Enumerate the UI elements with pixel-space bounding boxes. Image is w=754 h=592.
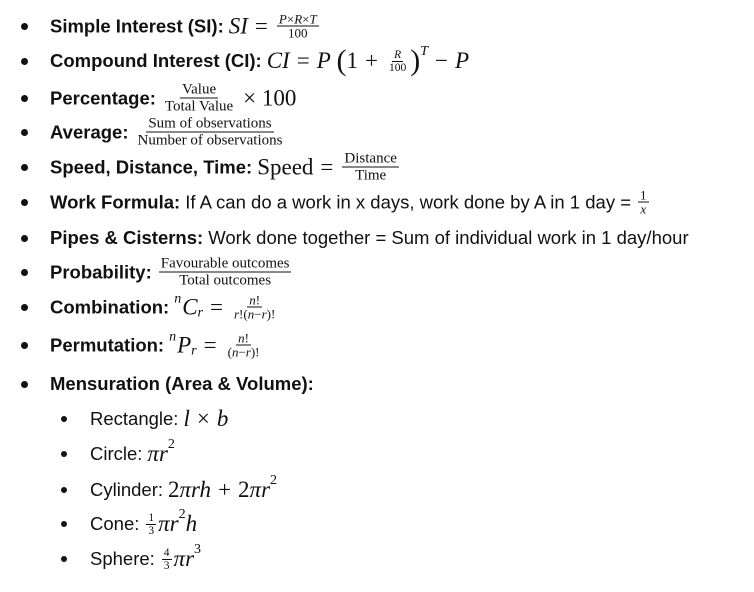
bullet-icon xyxy=(21,58,28,65)
bullet-icon xyxy=(61,487,67,493)
bullet-icon xyxy=(21,381,28,388)
item-label: Cylinder: xyxy=(90,479,163,500)
list-item xyxy=(0,406,754,431)
math-fraction: $\frac{\text{Value}}{\text{Total Value}}$ xyxy=(164,81,234,115)
list-item xyxy=(0,228,754,248)
item-label: Probability: xyxy=(50,261,152,282)
math-formula: n C r = $\frac{n!}{r!(n-r)!}$ xyxy=(174,291,276,322)
math-fraction: $\frac{\text{Sum of observations}}{\text{Number of observations}}$ xyxy=(137,115,283,149)
bullet-icon xyxy=(21,269,28,276)
item-label: Pipes & Cisterns: xyxy=(50,227,204,248)
bullet-icon xyxy=(21,235,28,242)
list-item xyxy=(0,150,754,184)
list-item xyxy=(0,115,754,149)
item-label: Circle: xyxy=(90,443,143,464)
list-item xyxy=(0,187,754,217)
item-label: Sphere: xyxy=(90,548,155,569)
list-item xyxy=(0,507,754,537)
list-item xyxy=(0,81,754,115)
item-label: Work Formula: xyxy=(50,191,181,212)
item-label: Percentage: xyxy=(50,87,156,108)
item-label: Mensuration (Area & Volume): xyxy=(50,373,314,394)
math-formula: CI = P ( 1 + $\frac{R}{100}$ ) $^T$ − P xyxy=(266,44,470,77)
list-item xyxy=(0,437,754,466)
bullet-icon xyxy=(21,23,28,30)
bullet-icon xyxy=(21,342,28,349)
item-label: Rectangle: xyxy=(90,408,179,429)
bullet-icon xyxy=(61,556,67,562)
math-formula: 2 πrh + 2 πr $^2$ xyxy=(168,473,278,502)
list-item xyxy=(0,473,754,502)
list-item xyxy=(0,374,754,394)
item-label: Permutation: xyxy=(50,334,165,355)
list-item xyxy=(0,11,754,41)
item-label: Compound Interest (CI): xyxy=(50,50,262,71)
item-label: Cone: xyxy=(90,513,140,534)
list-item xyxy=(0,329,754,360)
bullet-icon xyxy=(61,416,67,422)
list-item xyxy=(0,291,754,322)
bullet-icon xyxy=(21,95,28,102)
math-formula: l × b xyxy=(183,406,229,431)
math-formula: πr $^2$ xyxy=(147,437,175,466)
list-item xyxy=(0,255,754,289)
bullet-icon xyxy=(21,129,28,136)
item-label: Average: xyxy=(50,121,129,142)
item-text: If A can do a work in x days, work done by A in 1 day = xyxy=(185,191,632,212)
item-label: Combination: xyxy=(50,296,170,317)
bullet-icon xyxy=(61,451,67,457)
math-formula: Speed = $\frac{\text{Distance}}{\text{Time}}$ xyxy=(257,150,397,184)
bullet-icon xyxy=(21,304,28,311)
item-text: Work done together = Sum of individual work in 1 day/hour xyxy=(208,227,689,248)
math-fraction: $\frac{\text{Favourable outcomes}}{\text{Total outcomes}}$ xyxy=(160,255,290,289)
math-formula: $\frac{4}{3}$ πr $^3$ xyxy=(163,542,202,572)
list-item xyxy=(0,44,754,77)
item-label: Simple Interest (SI): xyxy=(50,15,224,36)
math-formula: × 100 xyxy=(243,85,297,110)
math-formula: $\frac{1}{3}$ πr $^2$ h xyxy=(148,507,198,537)
item-label: Speed, Distance, Time: xyxy=(50,156,253,177)
bullet-icon xyxy=(61,521,67,527)
math-formula: n P r = $\frac{n!}{(n-r)!}$ xyxy=(169,329,260,360)
bullet-icon xyxy=(21,199,28,206)
bullet-icon xyxy=(21,164,28,171)
math-fraction: $\frac{1}{x}$ xyxy=(640,187,647,217)
list-item xyxy=(0,542,754,572)
math-formula: SI = $\frac{P\times R\times T}{100}$ xyxy=(228,11,317,41)
